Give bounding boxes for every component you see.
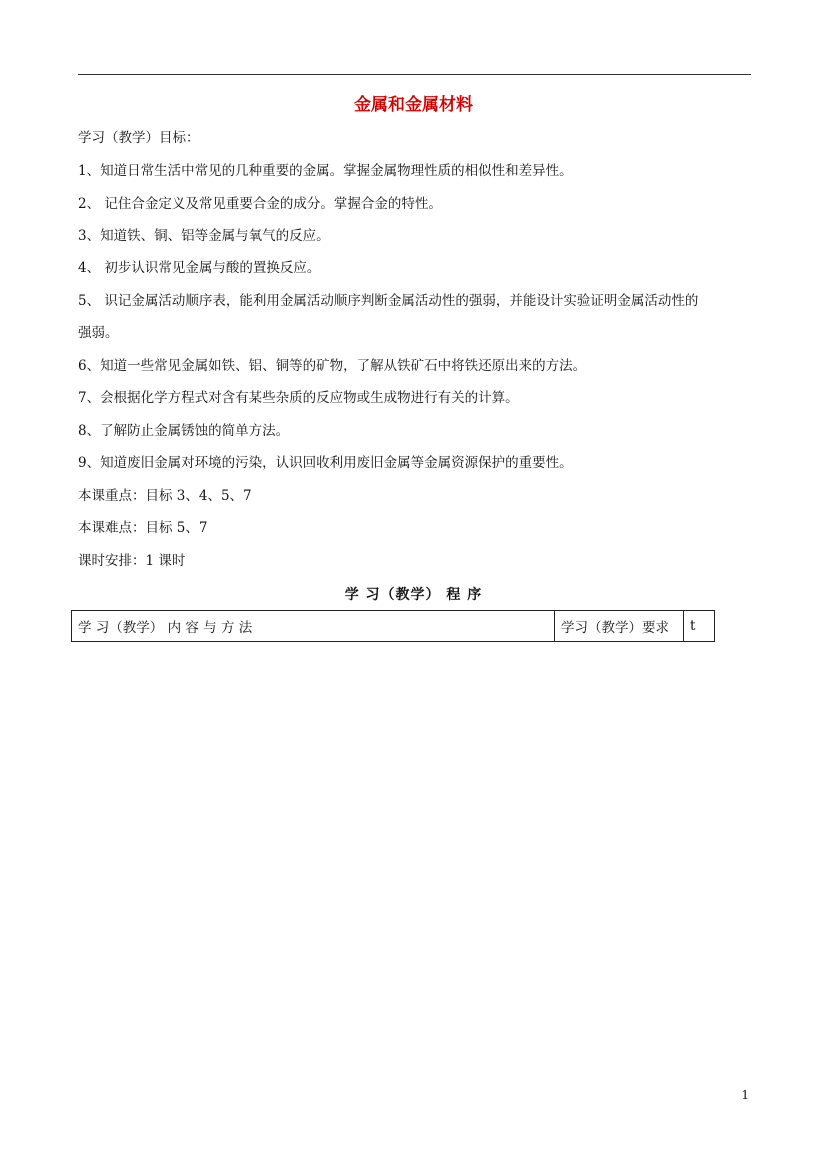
document-title: 金属和金属材料: [354, 95, 473, 115]
header-cell-requirements: 学习（教学）要求: [555, 611, 684, 642]
objective-item: 7、会根据化学方程式对含有某些杂质的反应物或生成物进行有关的计算。: [78, 390, 519, 406]
header-cell-content-method: 学 习（教学） 内 容 与 方 法: [72, 611, 555, 642]
objectives-heading: 学习（教学）目标：: [78, 130, 200, 146]
header-rule: [78, 74, 751, 75]
objective-item: 5、 识记金属活动顺序表，能利用金属活动顺序判断金属活动性的强弱，并能设计实验证明金属活动性的: [78, 293, 699, 309]
objective-item: 2、 记住合金定义及常见重要合金的成分。掌握合金的特性。: [78, 196, 442, 212]
objective-item: 6、知道一些常见金属如铁、铝、铜等的矿物，了解从铁矿石中将铁还原出来的方法。: [78, 358, 587, 374]
objective-item-continued: 强弱。: [78, 325, 119, 341]
objective-item: 4、 初步认识常见金属与酸的置换反应。: [78, 260, 321, 276]
key-points: 本课重点：目标 3、4、5、7: [78, 488, 252, 504]
page-number: 1: [741, 1088, 749, 1102]
procedure-heading: 学 习（教学） 程 序: [344, 587, 483, 603]
table-header-row: [72, 611, 715, 642]
objective-item: 9、知道废旧金属对环境的污染，认识回收利用废旧金属等金属资源保护的重要性。: [78, 455, 573, 471]
objective-item: 8、了解防止金属锈蚀的简单方法。: [78, 423, 290, 439]
header-cell-extra: t: [684, 611, 715, 642]
objective-item: 3、知道铁、铜、铝等金属与氧气的反应。: [78, 228, 330, 244]
difficult-points: 本课难点：目标 5、7: [78, 520, 208, 536]
procedure-table: [71, 610, 715, 642]
objective-item: 1、知道日常生活中常见的几种重要的金属。掌握金属物理性质的相似性和差异性。: [78, 163, 573, 179]
schedule: 课时安排：1 课时: [78, 553, 186, 569]
